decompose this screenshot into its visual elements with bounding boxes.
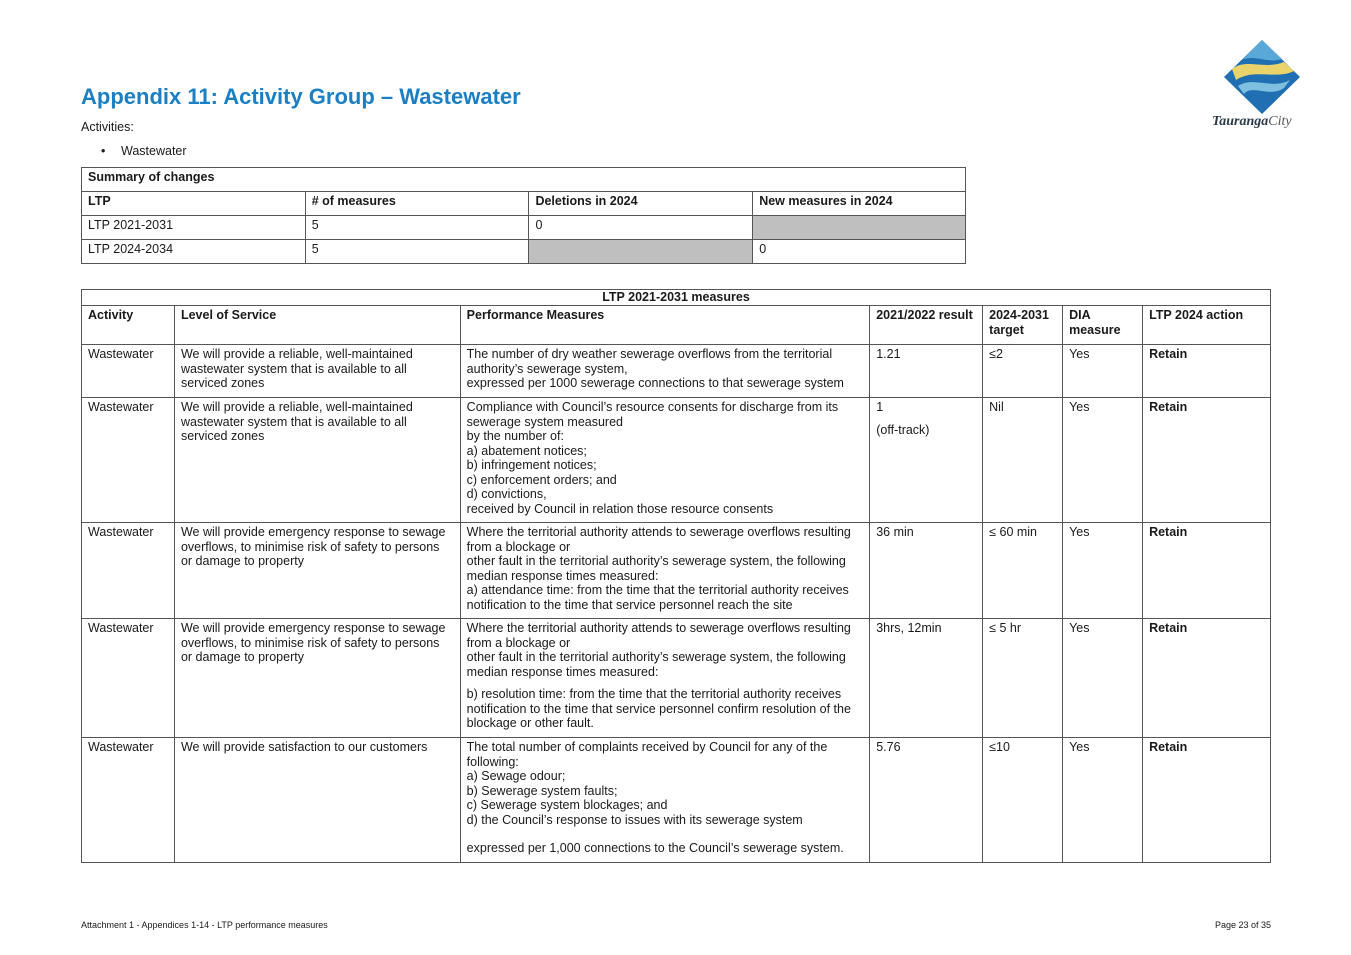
ltp-measures-table [81, 289, 1271, 863]
logo-wordmark [1212, 114, 1292, 130]
table-row [82, 738, 1271, 863]
result-status-note: (off-track) [876, 422, 930, 437]
performance-line: d) the Council’s response to issues with its sewerage system [466, 812, 803, 827]
cell-level-of-service: We will provide emergency response to sewage overflows, to minimise risk of safety to persons or damage to property [174, 523, 460, 619]
summary-cell-deletions-shaded [529, 240, 753, 264]
performance-line: c) enforcement orders; and [466, 472, 617, 487]
performance-line: expressed per 1000 sewerage connections to that sewerage system [466, 376, 844, 390]
performance-line: The total number of complaints received by Council for any of the following: [466, 740, 828, 769]
cell-performance-measures [460, 398, 870, 523]
cell-dia: Yes [1063, 345, 1143, 398]
cell-action: Retain [1143, 523, 1271, 619]
cell-activity: Wastewater [82, 523, 175, 619]
activities-label: Activities: [81, 120, 134, 134]
summary-cell-ltp: LTP 2021-2031 [82, 216, 306, 240]
bullet-icon: • [101, 144, 106, 158]
footer-attachment-note: Attachment 1 - Appendices 1-14 - LTP performance measures [81, 920, 328, 930]
performance-line: expressed per 1,000 connections to the Council’s sewerage system. [466, 841, 844, 855]
header-level-of-service: Level of Service [174, 306, 460, 345]
summary-header-ltp: LTP [82, 192, 306, 216]
cell-target: Nil [983, 398, 1063, 523]
cell-action: Retain [1143, 619, 1271, 738]
header-dia-line2: measure [1069, 322, 1121, 337]
performance-line: other fault in the territorial authority’s sewerage system, the following median response times measured: [466, 554, 846, 583]
result-value: 1 [876, 400, 884, 414]
summary-caption: Summary of changes [82, 168, 966, 192]
header-result: 2021/2022 result [870, 306, 983, 345]
cell-activity: Wastewater [82, 345, 175, 398]
measures-header-row [82, 306, 1271, 345]
table-row [82, 523, 1271, 619]
header-activity: Activity [82, 306, 175, 345]
cell-activity: Wastewater [82, 619, 175, 738]
summary-header-measures: # of measures [305, 192, 529, 216]
performance-line: Where the territorial authority attends to sewerage overflows resulting from a blockage or [466, 621, 851, 650]
table-row [82, 240, 966, 264]
summary-cell-new-shaded [753, 216, 966, 240]
cell-level-of-service: We will provide satisfaction to our customers [174, 738, 460, 863]
cell-performance-measures [460, 345, 870, 398]
cell-target: ≤2 [983, 345, 1063, 398]
page-title: Appendix 11: Activity Group – Wastewater [81, 84, 521, 109]
header-dia-measure [1063, 306, 1143, 345]
measures-caption: LTP 2021-2031 measures [82, 290, 1271, 306]
cell-target: ≤10 [983, 738, 1063, 863]
cell-action: Retain [1143, 738, 1271, 863]
performance-line: b) Sewerage system faults; [466, 783, 618, 798]
summary-header-row [82, 192, 966, 216]
table-row [82, 619, 1271, 738]
performance-line: Compliance with Council’s resource consents for discharge from its sewerage system measured [466, 400, 839, 429]
header-performance-measures: Performance Measures [460, 306, 870, 345]
performance-line: d) convictions, [466, 487, 547, 501]
logo-word-city: City [1268, 114, 1292, 129]
cell-dia: Yes [1063, 619, 1143, 738]
performance-line: other fault in the territorial authority’s sewerage system, the following median response times measured: [466, 650, 846, 679]
summary-cell-new: 0 [753, 240, 966, 264]
cell-target: ≤ 5 hr [983, 619, 1063, 738]
cell-result [870, 398, 983, 523]
cell-activity: Wastewater [82, 398, 175, 523]
performance-line: The number of dry weather sewerage overflows from the territorial authority’s sewerage system, [466, 347, 833, 376]
cell-target: ≤ 60 min [983, 523, 1063, 619]
header-target-line2: target [989, 322, 1024, 337]
performance-line: b) infringement notices; [466, 458, 597, 472]
cell-action: Retain [1143, 345, 1271, 398]
performance-line: Where the territorial authority attends to sewerage overflows resulting from a blockage or [466, 525, 851, 554]
header-target-line1: 2024-2031 [989, 308, 1049, 322]
table-row [82, 345, 1271, 398]
cell-action: Retain [1143, 398, 1271, 523]
header-ltp-action: LTP 2024 action [1143, 306, 1271, 345]
performance-line: by the number of: [466, 429, 564, 443]
header-target [983, 306, 1063, 345]
summary-header-new: New measures in 2024 [753, 192, 966, 216]
table-row [82, 216, 966, 240]
tauranga-city-logo-icon [1224, 40, 1300, 114]
table-row [82, 398, 1271, 523]
cell-dia: Yes [1063, 398, 1143, 523]
cell-dia: Yes [1063, 523, 1143, 619]
cell-activity: Wastewater [82, 738, 175, 863]
tauranga-city-logo [1208, 38, 1318, 134]
cell-result: 3hrs, 12min [870, 619, 983, 738]
cell-result: 36 min [870, 523, 983, 619]
performance-line: a) abatement notices; [466, 443, 587, 458]
summary-cell-measures: 5 [305, 216, 529, 240]
performance-line: received by Council in relation those resource consents [466, 501, 774, 516]
cell-level-of-service: We will provide a reliable, well-maintained wastewater system that is available to all serviced zones [174, 345, 460, 398]
summary-cell-measures: 5 [305, 240, 529, 264]
cell-result: 1.21 [870, 345, 983, 398]
cell-result: 5.76 [870, 738, 983, 863]
cell-level-of-service: We will provide a reliable, well-maintained wastewater system that is available to all serviced zones [174, 398, 460, 523]
cell-level-of-service: We will provide emergency response to sewage overflows, to minimise risk of safety to persons or damage to property [174, 619, 460, 738]
performance-line: c) Sewerage system blockages; and [466, 798, 668, 812]
logo-word-tauranga: Tauranga [1212, 114, 1269, 129]
header-dia-line1: DIA [1069, 308, 1091, 322]
activity-bullet-item [101, 144, 187, 158]
performance-line: a) Sewage odour; [466, 769, 566, 783]
cell-performance-measures [460, 738, 870, 863]
summary-header-deletions: Deletions in 2024 [529, 192, 753, 216]
cell-dia: Yes [1063, 738, 1143, 863]
performance-line: a) attendance time: from the time that the territorial authority receives notification to the time that service personnel reach the site [466, 583, 849, 612]
cell-performance-measures [460, 619, 870, 738]
performance-line: b) resolution time: from the time that the territorial authority receives notification to the time that service personnel confirm resolution of the blockage or other fault. [466, 687, 851, 730]
summary-cell-deletions: 0 [529, 216, 753, 240]
activity-bullet-label: Wastewater [121, 144, 187, 158]
summary-cell-ltp: LTP 2024-2034 [82, 240, 306, 264]
footer-page-number: Page 23 of 35 [1214, 920, 1271, 930]
cell-performance-measures [460, 523, 870, 619]
summary-of-changes-table [81, 167, 966, 264]
